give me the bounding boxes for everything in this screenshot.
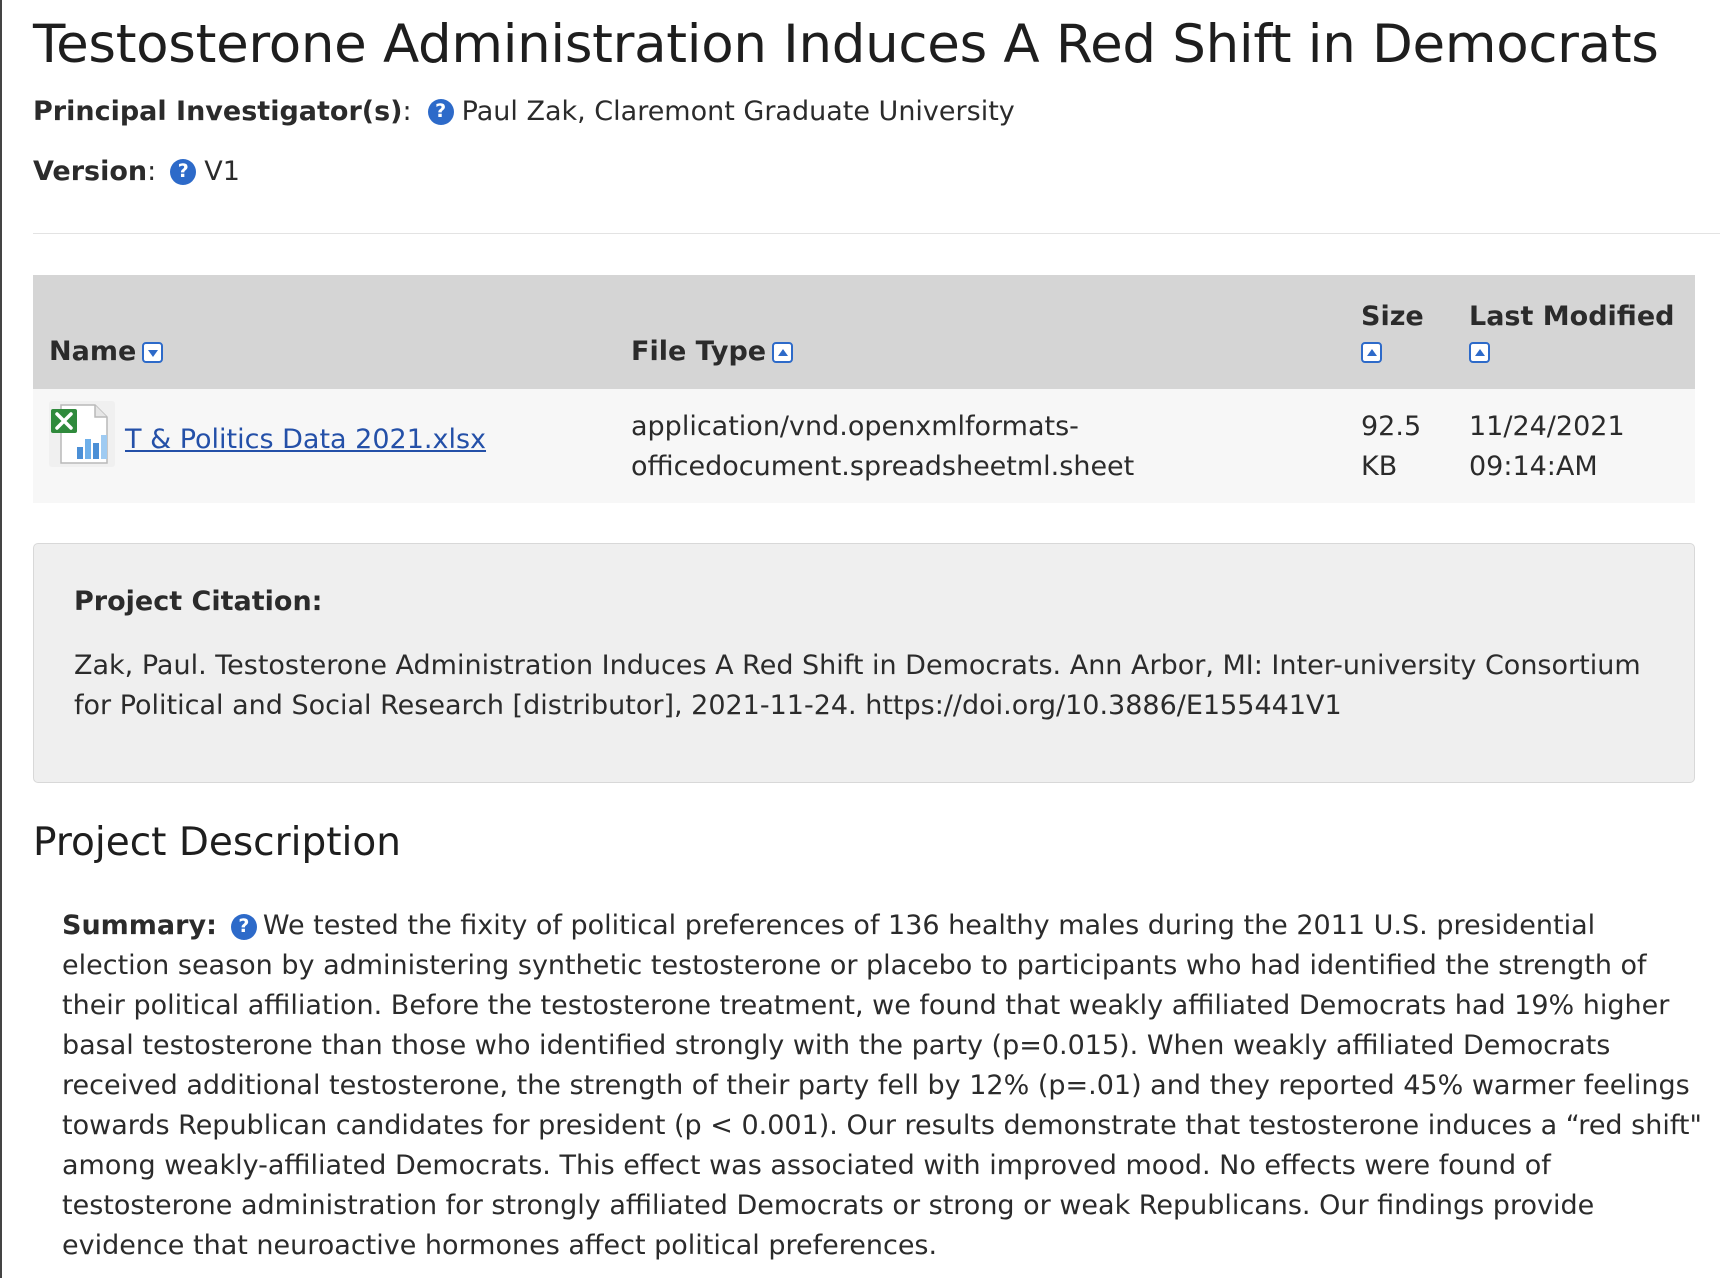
- column-header-size[interactable]: [1361, 275, 1469, 389]
- principal-investigator-label: Principal Investigator(s): [33, 96, 403, 127]
- version-row: [33, 156, 240, 187]
- citation-title: Project Citation:: [74, 586, 323, 617]
- project-description-heading: Project Description: [33, 820, 401, 865]
- help-icon[interactable]: ?: [231, 914, 257, 940]
- file-download-link[interactable]: T & Politics Data 2021.xlsx: [125, 424, 487, 455]
- file-size-unit: KB: [1361, 451, 1398, 482]
- column-header-file-type-label: File Type: [631, 336, 767, 367]
- files-table: [33, 275, 1695, 503]
- last-modified-cell: [1469, 389, 1695, 503]
- file-type-cell: [631, 389, 1361, 503]
- file-name-cell: [33, 389, 631, 503]
- column-header-file-type[interactable]: [631, 275, 1361, 389]
- table-header-row: [33, 275, 1695, 389]
- excel-spreadsheet-icon: [47, 399, 117, 469]
- column-header-size-label: Size: [1361, 301, 1424, 332]
- column-header-name-label: Name: [49, 336, 137, 367]
- summary-label: Summary:: [62, 910, 217, 941]
- sort-asc-icon[interactable]: [1469, 342, 1490, 363]
- sort-asc-icon[interactable]: [772, 342, 793, 363]
- principal-investigator-separator: :: [402, 96, 412, 127]
- summary-text: We tested the fixity of political preferences of 136 healthy males during the 2011 U.S. presidential election season by administering synthetic testosterone or placebo to participants who had identified the strength of their political affiliation. Before the testosterone treatment, we found that weakly affiliated Democrats had 19% higher basal testosterone than those who identified strongly with the party (p=0.015). When weakly affiliated Democrats received additional testosterone, the strength of their party fell by 12% (p=.01) and they reported 45% warmer feelings towards Republican candidates for president (p < 0.001). Our results demonstrate that testosterone induces a “red shift" among weakly-affiliated Democrats. This effect was associated with improved mood. No effects were found of testosterone administration for strongly affiliated Democrats or strong or weak Republicans. Our findings provide evidence that neuroactive hormones affect political preferences.: [62, 910, 1702, 1261]
- project-summary: [62, 906, 1702, 1266]
- page-title: Testosterone Administration Induces A Red Shift in Democrats: [33, 14, 1659, 75]
- last-modified-date: 11/24/2021: [1469, 411, 1625, 442]
- file-type-line: officedocument.spreadsheetml.sheet: [631, 451, 1135, 482]
- file-size-cell: [1361, 389, 1469, 503]
- version-value: V1: [204, 156, 240, 187]
- citation-text: Zak, Paul. Testosterone Administration Induces A Red Shift in Democrats. Ann Arbor, MI: Inter-university Consortium for Political and Social Research [distributor], 2021-11-24. https://doi.org/10.3886/E155441V1: [74, 650, 1641, 721]
- help-icon[interactable]: ?: [428, 99, 454, 125]
- last-modified-time: 09:14:AM: [1469, 451, 1598, 482]
- principal-investigator-value: Paul Zak, Claremont Graduate University: [461, 96, 1015, 127]
- principal-investigator-row: [33, 96, 1015, 127]
- column-header-last-modified-label: Last Modified: [1469, 301, 1675, 332]
- project-citation-box: [33, 543, 1695, 783]
- file-size-value: 92.5: [1361, 411, 1422, 442]
- file-type-line: application/vnd.openxmlformats-: [631, 411, 1079, 442]
- version-separator: :: [147, 156, 157, 187]
- sort-desc-icon[interactable]: [142, 342, 163, 363]
- column-header-name[interactable]: [33, 275, 631, 389]
- sort-asc-icon[interactable]: [1361, 342, 1382, 363]
- version-label: Version: [33, 156, 148, 187]
- help-icon[interactable]: ?: [170, 159, 196, 185]
- page-left-border: [0, 0, 2, 1278]
- section-divider: [33, 233, 1720, 234]
- column-header-last-modified[interactable]: [1469, 275, 1695, 389]
- table-row: [33, 389, 1695, 503]
